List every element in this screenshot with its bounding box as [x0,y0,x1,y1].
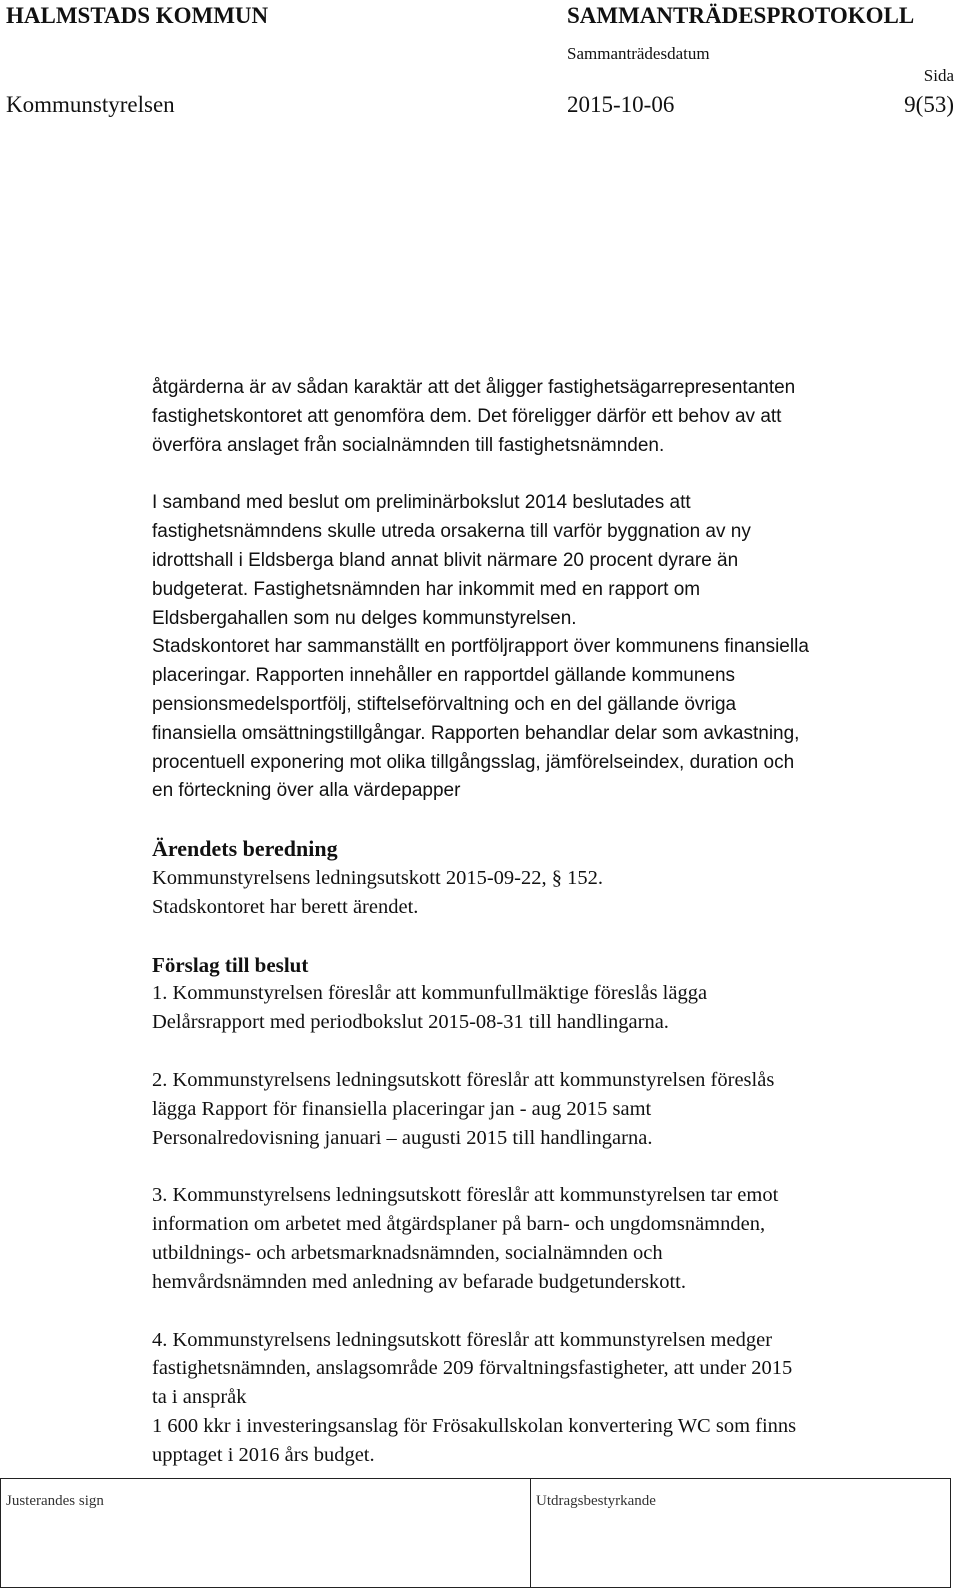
extract-certification-label: Utdragsbestyrkande [536,1493,656,1509]
heading-proposal: Förslag till beslut [152,952,309,977]
adjuster-sign-label: Justerandes sign [6,1493,104,1509]
signature-footer [0,1478,951,1588]
proposal-item-1: 1. Kommunstyrelsen föreslår att kommunfullmäktige föreslås lägga Delårsrapport med periodbokslut 2015-08-31 till handlingarna. [152,982,708,1034]
board-name: Kommunstyrelsen [6,92,175,117]
proposal-item-3: 3. Kommunstyrelsens ledningsutskott föreslår att kommunstyrelsen tar emot information om arbetet med åtgärdsplaner på barn- och ungdomsnämnden, utbildnings- och arbetsmarknadsnämnden, socialnämnden och hemvårdsnämnden med anledning av befarade budgetunderskott. [152,1184,779,1293]
meeting-date: 2015-10-06 [567,92,675,117]
document-type: SAMMANTRÄDESPROTOKOLL [567,3,915,28]
page-label: Sida [923,66,954,85]
page-number: 9(53) [904,92,954,117]
preparation-line-1: Kommunstyrelsens ledningsutskott 2015-09-22, § 152. [152,866,603,889]
heading-preparation: Ärendets beredning [152,836,338,862]
meeting-date-label: Sammanträdesdatum [567,44,710,63]
paragraph-measures: åtgärderna är av sådan karaktär att det åligger fastighetsägarrepresentanten fastighetskontoret att genomföra dem. Det föreligger därför ett behov av att överföra anslaget från socialnämnden till fastighetsnämnden. [152,377,796,456]
organization-name: HALMSTADS KOMMUN [6,3,269,28]
proposal-item-2: 2. Kommunstyrelsens ledningsutskott föreslår att kommunstyrelsen föreslås lägga Rapport för finansiella placeringar jan - aug 2015 samt Personalredovisning januari – augusti 2015 till handlingarna. [152,1068,775,1149]
proposal-item-4: 4. Kommunstyrelsens ledningsutskott föreslår att kommunstyrelsen medger fastighetsnämnden, anslagsområde 209 förvaltningsfastigheter, att under 2015 ta i anspråk 1 600 kkr i investeringsanslag för Frösakullskolan konvertering WC som finns upptaget i 2016 års budget. [152,1328,797,1466]
preparation-line-2: Stadskontoret har berett ärendet. [152,895,419,918]
paragraph-report: I samband med beslut om preliminärbokslut 2014 beslutades att fastighetsnämndens skulle utreda orsakerna till varför byggnation av ny idrottshall i Eldsberga bland annat blivit närmare 20 procent dyrare än budgeterat. Fastighetsnämnden har inkommit med en rapport om Eldsbergahallen som nu delges kommunstyrelsen. Stadskontoret har sammanställt en portföljrapport över kommunens finansiella placeringar. Rapporten innehåller en rapportdel gällande kommunens pensionsmedelsportfölj, stiftelseförvaltning och en del gällande övriga finansiella omsättningstillgångar. Rapporten behandlar delar som avkastning, procentuell exponering mot olika tillgångsslag, jämförelseindex, duration och en förteckning över alla värdepapper [152,492,809,802]
footer-divider [530,1479,531,1587]
document-body [152,374,952,1470]
